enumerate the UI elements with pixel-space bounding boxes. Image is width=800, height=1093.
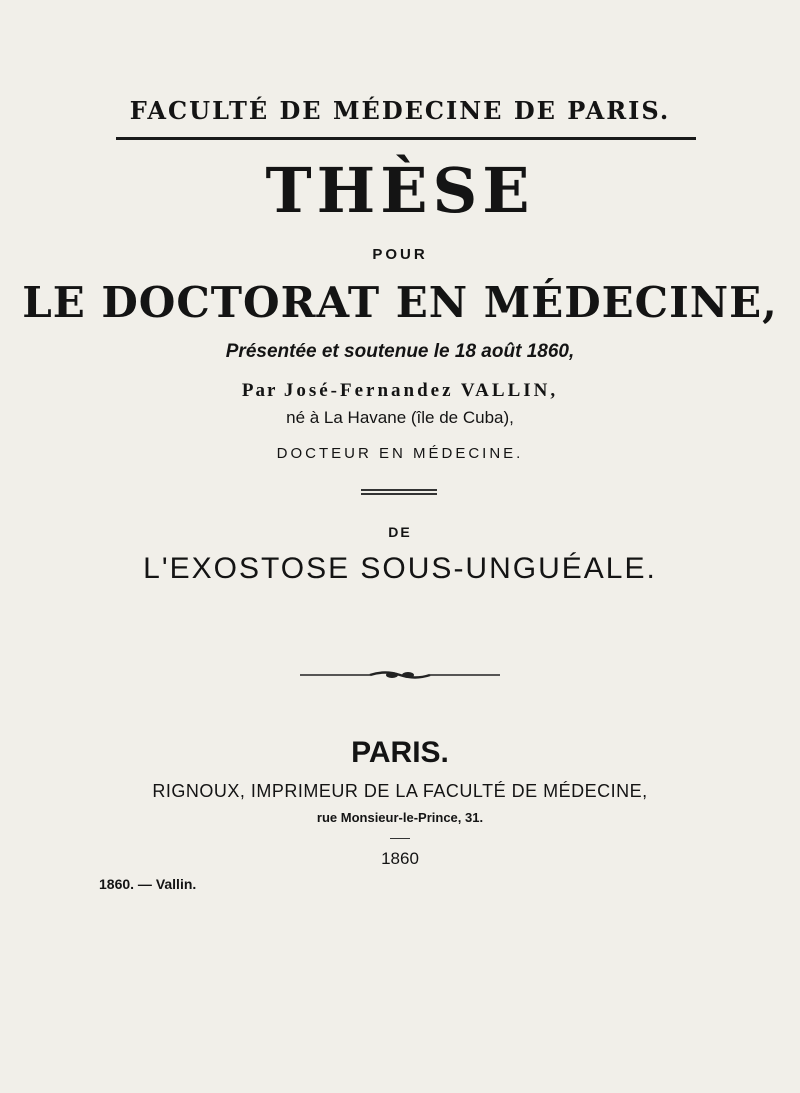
thesis-title: THÈSE (265, 154, 535, 227)
header-rule (116, 137, 696, 140)
imprint-city: PARIS. (351, 736, 449, 769)
doctorate-heading: LE DOCTORAT EN MÉDECINE, (22, 278, 778, 327)
author-birthplace: né à La Havane (île de Cuba), (286, 408, 514, 427)
double-rule-divider (361, 489, 437, 495)
author-name: José-Fernandez VALLIN, (283, 380, 559, 401)
de-label: DE (388, 524, 412, 540)
imprint-address: rue Monsieur-le-Prince, 31. (316, 810, 484, 825)
imprint-printer: RIGNOUX, IMPRIMEUR DE LA FACULTÉ DE MÉDECINE, (152, 781, 648, 801)
ornament-divider-icon (300, 669, 500, 681)
pour-label: POUR (372, 246, 428, 263)
defense-date: Présentée et soutenue le 18 août 1860, (225, 341, 575, 362)
author-line (0, 380, 800, 402)
imprint-year: 1860 (381, 849, 419, 868)
subject-title: L'EXOSTOSE SOUS-UNGUÉALE. (143, 552, 657, 585)
colophon: 1860. — Vallin. (99, 876, 197, 892)
author-degree: DOCTEUR EN MÉDECINE. (276, 445, 524, 462)
author-prefix: Par (241, 380, 278, 401)
imprint-dash (390, 838, 410, 839)
faculty-heading: FACULTÉ DE MÉDECINE DE PARIS. (129, 96, 671, 125)
